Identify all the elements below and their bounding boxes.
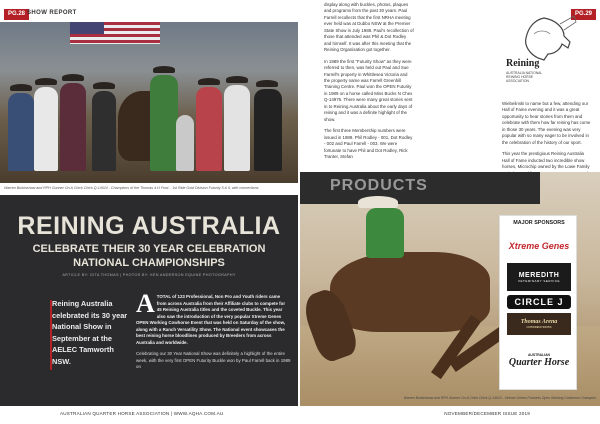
article-intro (136, 289, 291, 376)
logo-wordmark: Reining (506, 58, 540, 69)
page-number-left: PG.28 (4, 9, 29, 20)
article-lead: TOTAL of 123 Professional, Non Pro and Youth riders came from across Australia from their Affiliate clubs to compete for 45 Reining Australia titles and the coveted Buckle. This year also saw the introduction of the very popular Xtreme Genes OPEN Working Cowhorse Event that was held on Saturday of the show, along with a Ranch Versatility Show. The National event showcases the best reining horse bloodlines produced by Breeders from across Australia and worldwide. (136, 294, 286, 345)
sponsor-name: Xtreme Genes (508, 241, 570, 251)
sponsor-name: CIRCLE J (514, 297, 564, 307)
page-subtitle: CELEBRATE THEIR 30 YEAR CELEBRATION NATIONAL CHAMPIONSHIPS (32, 243, 266, 269)
major-sponsors-box (499, 215, 577, 390)
article-paragraph: Celebrating our 30 Year National Show was definitely a highlight of the entire week, with the very first OPEN Futurity Buckle won by Paul Farrell back in 1989 on (136, 351, 291, 369)
article-paragraph: Wiebelinski to name but a few, attending our Hall of Fame evening and it was a great opportunity to hear stories from them and celebrate with them how far reining has come in those 30 years. The evening was very popular with so many eager to be involved in the celebration of the history of our sport. (502, 101, 591, 145)
article-paragraph: The first three Membership numbers were issued in 1989. Phil Rodley - 001, Dot Rodley - 002 and Paul Farrell - 003. We were fortunate to have Phil and Dot Rodley, Rick Tranter, Stefan (324, 128, 413, 159)
horse-logo-icon (504, 14, 586, 64)
drop-cap: A (136, 289, 155, 318)
photo-caption-left: Warren Burkinshaw and RPH Gunner On A Chick Chick Q-14024 - Champions of the Thomas 4-H Ford... 1st Ride Gold Division Futurity 5 & 6, with connections (4, 186, 259, 190)
reining-australia-logo (504, 14, 586, 98)
article-paragraph: In 1989 the first "Futurity Show" as they were referred to then, was held out Paul and Sue Farrell's property in Whittlesea Victoria and the property name was Farrell Greenhill Training Centre. Paul won the OPEN Futurity in 1989 on a horse called Miss Bucks N Chex Q-14976. There were many great stories sent in to Reining Australia about the early days of reining and it was a definite highlight of the show. (324, 58, 413, 122)
article-paragraph: display along with buckles, photos, plaques and programs from the past 30 years. Paul Farrell recollects that the first NRHA meeting ever held was at Dubbo NSW at the Premier State Show in July 1988. Paul's recollection of those that attended was Phil & Dot Rodley and himself. It was after this meeting that the Reining Organisation got together. (324, 2, 414, 53)
people-silhouettes (0, 61, 298, 171)
section-label: SHOW REPORT (27, 10, 77, 16)
sponsor-logo-aqha (507, 340, 571, 380)
page-footer (0, 406, 600, 424)
photo-caption-right: Warren Burkinshaw and RPH Gunner On A Chick Chick Q-14024 - Xtreme Genes Products Open Working Cowhorse Champion (403, 396, 596, 400)
rider-hat (358, 196, 398, 208)
sponsor-sub: AUSTRALIAN (527, 352, 551, 357)
rider-silhouette (366, 208, 404, 258)
flag-graphic (70, 22, 160, 44)
sponsor-sub: CONSTRUCTIONS (526, 325, 552, 329)
arena-banner-text: PRODUCTS (330, 177, 428, 194)
sponsor-logo-thomas-arena (507, 313, 571, 335)
group-photo (0, 22, 298, 183)
page-number-right: PG.29 (571, 9, 596, 20)
logo-subtext: AUSTRALIA NATIONAL REINING HORSE ASSOCIATION (506, 71, 543, 84)
sponsor-name: MEREDITH (518, 271, 560, 279)
sponsor-logo-xtreme-genes (507, 233, 571, 259)
sponsor-logo-circle-j (507, 295, 571, 309)
page-title: REINING AUSTRALIA (17, 212, 281, 240)
byline: ARTICLE BY: GITA THOMAS | PHOTOS BY: KEN ANDERSON EQUINE PHOTOGRAPHY (62, 273, 236, 277)
sponsor-logo-meredith (507, 263, 571, 291)
sponsor-name: Thomas Arena (520, 319, 558, 325)
arena-rail (300, 172, 540, 204)
sponsors-title: MAJOR SPONSORS (513, 220, 565, 226)
footer-right-text: NOVEMBER/DECEMBER ISSUE 2019 (444, 411, 530, 416)
sponsor-sub: VETERINARY SERVICE (517, 278, 560, 283)
sponsor-name: Quarter Horse (508, 356, 570, 368)
footer-left-text: AUSTRALIAN QUARTER HORSE ASSOCIATION | WWW.AQHA.COM.AU (60, 411, 224, 416)
article-column-1 (324, 2, 414, 165)
pull-quote: Reining Australia celebrated its 30 year National Show in September at the AELEC Tamworth NSW. (52, 299, 128, 366)
article-paragraph: This year the prestigious Reining Australia Hall of Fame inducted two incredible show horses, Microchip owned by the Lowe Family (502, 151, 590, 170)
